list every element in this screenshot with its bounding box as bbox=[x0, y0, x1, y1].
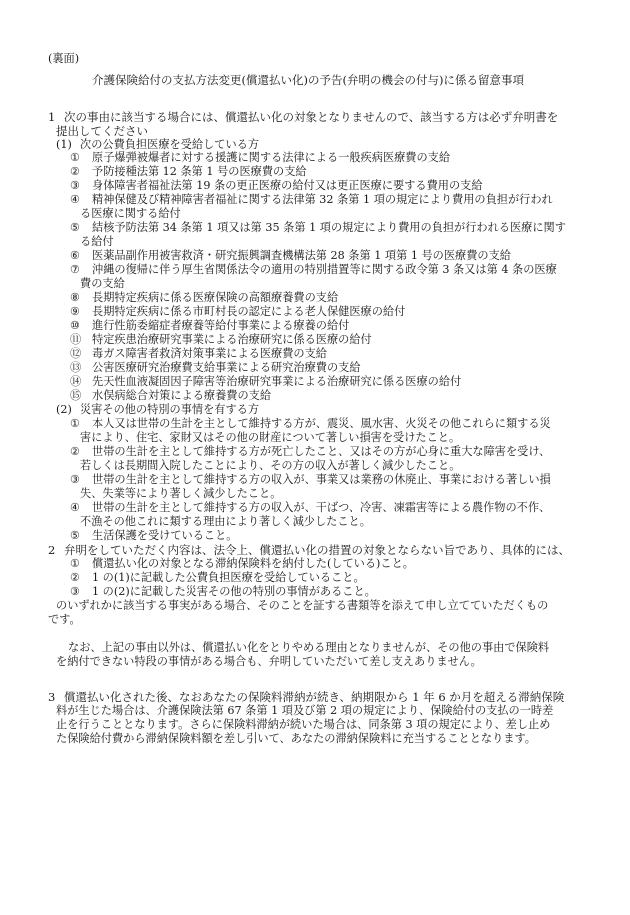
list-item-marker: ⑤ bbox=[70, 221, 81, 234]
section-3-number: 3 bbox=[48, 690, 56, 704]
section-1-intro-line1: 次の事由に該当する場合には、償還払い化の対象となりませんので、該当する方は必ず弁明書を bbox=[64, 110, 559, 124]
list-item-marker: ① bbox=[70, 557, 81, 570]
list-item-marker: ③ bbox=[70, 473, 81, 486]
side-label: (裏面) bbox=[48, 52, 80, 65]
list-item-marker: ⑦ bbox=[70, 263, 81, 276]
list-item-marker: ⑪ bbox=[70, 333, 82, 346]
list-item-marker: ⑥ bbox=[70, 249, 81, 262]
list-item-marker: ④ bbox=[70, 501, 81, 514]
list-item: 結核予防法第 34 条第 1 項又は第 35 条第 1 項の規定により費用の負担が行われる医療に関す bbox=[92, 221, 566, 234]
section-3-line4: た保険給付費から滞納保険料額を差し引いて、あなたの滞納保険料に充当することとなります。 bbox=[56, 732, 536, 745]
list-item: 特定疾患治療研究事業による治療研究に係る医療の給付 bbox=[92, 333, 372, 346]
section-2-number: 2 bbox=[48, 543, 56, 557]
list-item-marker: ⑬ bbox=[70, 361, 82, 374]
list-item: 原子爆弾被爆者に対する援護に関する法律による一般疾病医療費の支給 bbox=[92, 151, 451, 164]
list-item: 先天性血液凝固因子障害等治療研究事業による治療研究に係る医療の給付 bbox=[92, 375, 462, 388]
subsection-1-2-title: 災害その他の特別の事情を有する方 bbox=[80, 403, 260, 416]
list-item-marker: ④ bbox=[70, 193, 81, 206]
list-item-marker: ③ bbox=[70, 585, 81, 598]
list-item-continuation: 失、失業等により著しく減少したこと。 bbox=[80, 487, 282, 500]
list-item-marker: ⑤ bbox=[70, 529, 81, 542]
subsection-1-2-marker: (2) bbox=[56, 403, 72, 416]
list-item-marker: ② bbox=[70, 165, 81, 178]
list-item-marker: ⑭ bbox=[70, 375, 82, 388]
section-2-line1: 弁明をしていただく内容は、法令上、償還払い化の措置の対象とならない旨であり、具体的には、 bbox=[64, 543, 570, 557]
list-item: 長期特定疾病に係る市町村長の認定による老人保健医療の給付 bbox=[92, 305, 406, 318]
list-item: 1 の(2)に記載した災害その他の特別の事情があること。 bbox=[92, 585, 376, 598]
section-2-note-line1: なお、上記の事由以外は、償還払い化をとりやめる理由となりませんが、その他の事由で保険料 bbox=[68, 641, 550, 654]
section-2-after-line1: のいずれかに該当する事実がある場合、そのことを証する書類等を添えて申し立てていただくもの bbox=[56, 599, 549, 612]
list-item: 予防接種法第 12 条第 1 号の医療費の支給 bbox=[92, 165, 307, 178]
list-item: 世帯の生計を主として維持する方が死亡したこと、又はその方が心身に重大な障害を受け、 bbox=[92, 445, 551, 458]
list-item-continuation: る給付 bbox=[80, 235, 114, 248]
list-item-marker: ② bbox=[70, 445, 81, 458]
list-item-marker: ⑧ bbox=[70, 291, 81, 304]
list-item: 身体障害者福祉法第 19 条の更正医療の給付又は更正医療に要する費用の支給 bbox=[92, 179, 483, 192]
list-item: 医薬品副作用被害救済・研究振興調査機構法第 28 条第 1 項第 1 号の医療費の支給 bbox=[92, 249, 511, 262]
list-item: 世帯の生計を主として維持する方の収入が、事業又は業務の休廃止、事業における著しい損 bbox=[92, 473, 551, 486]
section-3-line3: 止を行うこととなります。さらに保険料滞納が続いた場合は、同条第 3 項の規定により、差し止め bbox=[56, 718, 551, 731]
list-item: 進行性筋委縮症者療養等給付事業による療養の給付 bbox=[92, 319, 350, 332]
list-item-marker: ⑩ bbox=[70, 319, 81, 332]
list-item-continuation: 若しくは長期間入院したことにより、その方の収入が著しく減少したこと。 bbox=[80, 459, 461, 472]
list-item-marker: ② bbox=[70, 571, 81, 584]
list-item: 毒ガス障害者救済対策事業による医療費の支給 bbox=[92, 347, 327, 360]
list-item: 公害医療研究治療費支給事業による研究治療費の支給 bbox=[92, 361, 361, 374]
list-item: 沖縄の復帰に伴う厚生省関係法令の適用の特別措置等に関する政令第 3 条又は第 4 条の医療 bbox=[92, 263, 557, 276]
list-item: 償還払い化の対象となる滞納保険料を納付した(している)こと。 bbox=[92, 557, 414, 570]
section-3-line1: 償還払い化された後、なおあなたの保険料滞納が続き、納期限から 1 年 6 か月を超える滞納保険 bbox=[64, 690, 565, 704]
list-item: 1 の(1)に記載した公費負担医療を受給していること。 bbox=[92, 571, 365, 584]
list-item: 生活保護を受けていること。 bbox=[92, 529, 238, 542]
list-item-marker: ① bbox=[70, 417, 81, 430]
section-1-intro-line2: 提出してください bbox=[56, 124, 148, 138]
list-item-continuation: 費の支給 bbox=[80, 277, 125, 290]
subsection-1-1-title: 次の公費負担医療を受給している方 bbox=[80, 138, 260, 151]
page-title: 介護保険給付の支払方法変更(償還払い化)の予告(弁明の機会の付与)に係る留意事項 bbox=[92, 73, 524, 87]
list-item: 長期特定疾病に係る医療保険の高額療養費の支給 bbox=[92, 291, 339, 304]
list-item-marker: ⑮ bbox=[70, 389, 82, 402]
list-item-continuation: 不漁その他これに類する理由により著しく減少したこと。 bbox=[80, 515, 371, 528]
list-item-marker: ③ bbox=[70, 179, 81, 192]
list-item: 水俣病総合対策による療養費の支給 bbox=[92, 389, 272, 402]
section-2-note-line2: を納付できない特段の事情がある場合も、弁明していただいて差し支えありません。 bbox=[56, 655, 482, 668]
list-item-continuation: る医療に関する給付 bbox=[80, 207, 181, 220]
subsection-1-1-marker: (1) bbox=[56, 138, 72, 151]
list-item-continuation: 害により、住宅、家財又はその他の財産について著しい損害を受けたこと。 bbox=[80, 431, 461, 444]
section-2-after-line2: です。 bbox=[48, 613, 81, 626]
list-item-marker: ① bbox=[70, 151, 81, 164]
list-item-marker: ⑫ bbox=[70, 347, 82, 360]
list-item: 本人又は世帯の生計を主として維持する方が、震災、風水害、火災その他これらに類する災 bbox=[92, 417, 551, 430]
section-1-number: 1 bbox=[48, 110, 56, 124]
list-item: 世帯の生計を主として維持する方の収入が、干ばつ、冷害、凍霜害等による農作物の不作、 bbox=[92, 501, 551, 514]
list-item: 精神保健及び精神障害者福祉に関する法律第 32 条第 1 項の規定により費用の負担が行われ bbox=[92, 193, 553, 206]
list-item-marker: ⑨ bbox=[70, 305, 81, 318]
section-3-line2: 料が生じた場合は、介護保険法第 67 条第 1 項及び第 2 項の規定により、保険給付の支払の一時差 bbox=[56, 704, 554, 717]
